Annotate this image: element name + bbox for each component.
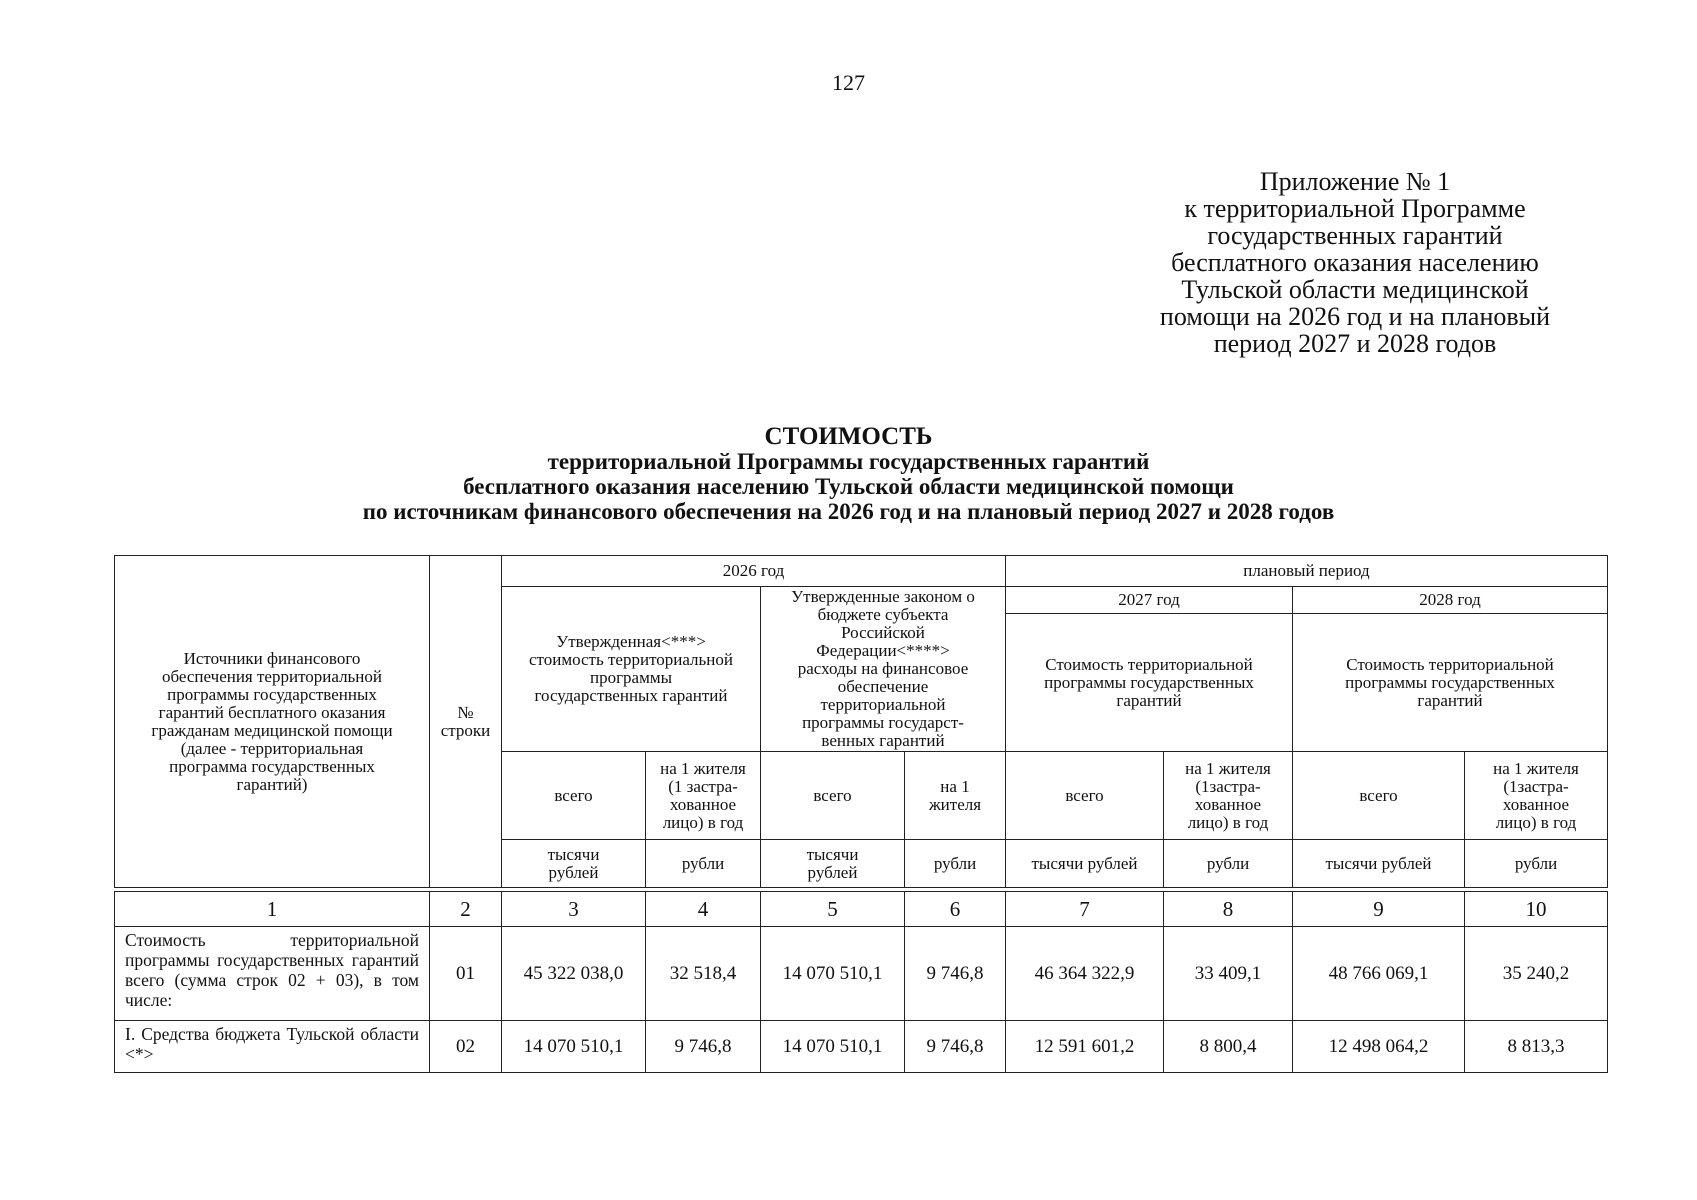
header-planned-period: плановый период [1006,556,1608,587]
row-value: 14 070 510,1 [761,1021,905,1073]
header-year-2027: 2027 год [1006,587,1293,614]
row-value: 9 746,8 [905,1021,1006,1073]
column-number: 8 [1164,892,1293,927]
header-total: всего [502,752,646,840]
header-unit: тысячи рублей [1006,840,1164,888]
column-number: 3 [502,892,646,927]
row-value: 9 746,8 [905,927,1006,1021]
appendix-line: к территориальной Программе [1184,194,1526,223]
cost-table-header [114,555,1608,888]
row-value: 46 364 322,9 [1006,927,1164,1021]
header-total: всего [1293,752,1465,840]
header-per-resident: на 1 жителя [905,752,1006,840]
column-number: 6 [905,892,1006,927]
header-per-insured: на 1 жителя (1 застра- хованное лицо) в год [646,752,761,840]
header-unit: рубли [646,840,761,888]
header-unit: рубли [1465,840,1608,888]
row-value: 32 518,4 [646,927,761,1021]
column-number: 2 [430,892,502,927]
header-unit: рубли [905,840,1006,888]
header-approved-budget: Утвержденные законом о бюджете субъекта Российской Федерации<****> расходы на финансовое обеспечение территориальной программы государст- венных гарантий [761,587,1006,752]
row-value: 48 766 069,1 [1293,927,1465,1021]
header-unit: тысячи рублей [1293,840,1465,888]
header-sources: Источники финансового обеспечения территориальной программы государственных гарантий бесплатного оказания гражданам медицинской помощи (далее - территориальная программа государственных гарантий) [115,556,430,888]
column-number: 4 [646,892,761,927]
column-number: 5 [761,892,905,927]
row-value: 9 746,8 [646,1021,761,1073]
title-line: по источникам финансового обеспечения на 2026 год и на плановый период 2027 и 2028 годов [362,499,1335,524]
column-number-row [115,892,1608,927]
header-unit: тысячи рублей [502,840,646,888]
row-value: 8 813,3 [1465,1021,1608,1073]
column-number: 7 [1006,892,1164,927]
row-code: 02 [430,1021,502,1073]
row-value: 12 591 601,2 [1006,1021,1164,1073]
page-number: 127 [832,70,865,95]
appendix-line: государственных гарантий [1207,221,1503,250]
row-code: 01 [430,927,502,1021]
header-year-2028: 2028 год [1293,587,1608,614]
row-value: 8 800,4 [1164,1021,1293,1073]
table-row [115,1021,1608,1073]
header-unit: рубли [1164,840,1293,888]
header-total: всего [1006,752,1164,840]
appendix-note [1120,168,1590,357]
title-main: СТОИМОСТЬ [764,423,933,450]
row-value: 14 070 510,1 [502,1021,646,1073]
row-value: 14 070 510,1 [761,927,905,1021]
column-number: 10 [1465,892,1608,927]
appendix-line: Приложение № 1 [1259,167,1451,196]
header-row-number: № строки [430,556,502,888]
header-per-insured: на 1 жителя (1застра- хованное лицо) в год [1465,752,1608,840]
header-unit: тысячи рублей [761,840,905,888]
header-year-2026: 2026 год [502,556,1006,587]
column-number: 1 [115,892,430,927]
header-per-insured: на 1 жителя (1застра- хованное лицо) в год [1164,752,1293,840]
cost-table-body [114,891,1608,1073]
document-title [0,424,1697,524]
column-number: 9 [1293,892,1465,927]
row-value: 45 322 038,0 [502,927,646,1021]
row-value: 35 240,2 [1465,927,1608,1021]
title-line: бесплатного оказания населению Тульской области медицинской помощи [463,474,1234,499]
row-value: 33 409,1 [1164,927,1293,1021]
header-total: всего [761,752,905,840]
header-approved-cost: Утвержденная<***> стоимость территориальной программы государственных гарантий [502,587,761,752]
row-value: 12 498 064,2 [1293,1021,1465,1073]
appendix-line: помощи на 2026 год и на плановый [1159,302,1551,331]
appendix-line: Тульской области медицинской [1181,275,1529,304]
header-cost-2028: Стоимость территориальной программы государственных гарантий [1293,614,1608,752]
table-row [115,927,1608,1021]
row-label: I. Средства бюджета Тульской области <*> [115,1021,430,1073]
title-line: территориальной Программы государственных гарантий [547,449,1150,474]
row-label: Стоимость территориальной программы государственных гарантий всего (сумма строк 02 + 03), в том числе: [115,927,430,1021]
header-cost-2027: Стоимость территориальной программы государственных гарантий [1006,614,1293,752]
appendix-line: период 2027 и 2028 годов [1213,329,1497,358]
appendix-line: бесплатного оказания населению [1171,248,1539,277]
